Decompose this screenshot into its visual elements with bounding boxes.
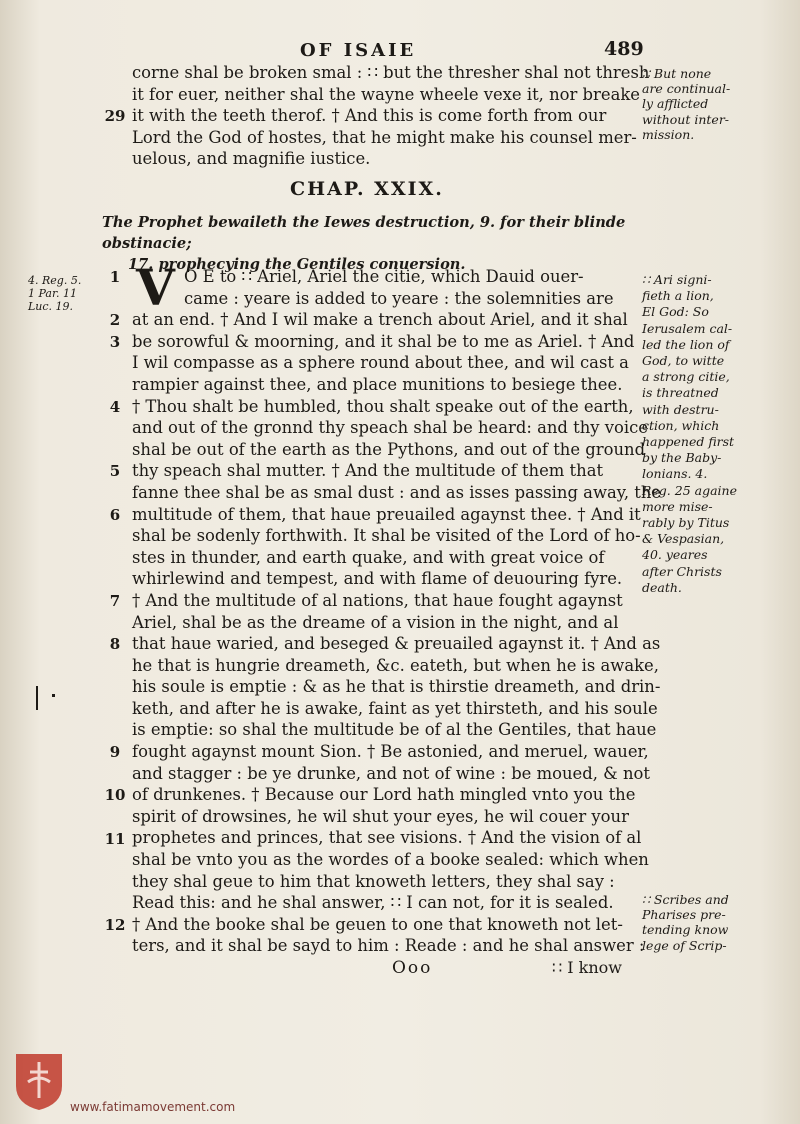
margin-note-line: El God: So (642, 304, 709, 320)
margin-note-line: fieth a lion, (642, 288, 714, 304)
text-line: ters, and it shal be sayd to him : Reade : and he shal answer : (132, 936, 645, 956)
page-number: 489 (604, 38, 644, 60)
margin-note-line: led the lion of (642, 336, 730, 352)
margin-note-line: tending know (642, 922, 729, 938)
running-title: OF ISAIE (300, 40, 417, 61)
margin-note-line: mission. (642, 126, 695, 142)
text-line: Read this: and he shal answer, ∷ I can not, for it is sealed. (132, 893, 614, 913)
ink-mark (36, 686, 38, 710)
margin-note-line: Ierusalem cal- (642, 320, 733, 336)
text-line: shal be sodenly forthwith. It shal be visited of the Lord of ho- (132, 526, 641, 546)
text-line: shal be out of the earth as the Pythons, and out of the ground (132, 439, 646, 459)
verse-number: 7 (109, 592, 121, 610)
text-line: and out of the gronnd thy speach shal be heard: and thy voice (132, 418, 648, 438)
margin-note-line: rably by Titus (642, 515, 730, 531)
text-line: came : yeare is added to yeare : the solemnities are (184, 288, 614, 308)
text-line: be sorowful & moorning, and it shal be to me as Ariel. † And (132, 331, 635, 351)
text-line: † And the multitude of al nations, that haue fought agaynst (132, 590, 623, 610)
text-line: uelous, and magnifie iustice. (132, 149, 371, 169)
text-line: whirlewind and tempest, and with flame of deuouring fyre. (132, 569, 623, 589)
margin-note-line: ∷ Ari signi- (642, 272, 712, 287)
text-line: his soule is emptie : & as he that is thirstie dreameth, and drin- (132, 677, 661, 697)
text-line: that haue waried, and beseged & preuailed agaynst it. † And as (132, 634, 661, 654)
verse-number: 4 (109, 397, 121, 416)
margin-note-ariel (642, 272, 754, 596)
text-line: multitude of them, that haue preuailed agaynst thee. † And it (132, 504, 641, 524)
text-line: † And the booke shal be geuen to one that knoweth not let- (132, 914, 623, 934)
text-line: at an end. † And I wil make a trench about Ariel, and it shal (132, 310, 628, 330)
margin-note-line: & Vespasian, (642, 531, 725, 547)
running-header (300, 38, 644, 61)
summary-line-2: 17. prophecying the Gentiles conuersion. (128, 256, 466, 273)
margin-note-line: ∷ But none (642, 66, 712, 81)
signature-mark: Ooo (392, 958, 433, 978)
margin-note-line: 4. Reg. 5. (28, 274, 82, 287)
verse-number: 10 (104, 786, 126, 805)
margin-note-line: a strong citie, (642, 369, 730, 385)
margin-note-line: are continual- (642, 81, 731, 97)
summary-line-1: The Prophet bewaileth the Iewes destruction, 9. for their blinde obstinacie; (102, 214, 626, 252)
margin-note-scribes (642, 892, 754, 953)
text-line: it with the teeth therof. † And this is come forth from our (132, 106, 607, 126)
margin-note-line: Pharises pre- (642, 907, 726, 923)
margin-note-line: 1 Par. 11 (28, 287, 78, 300)
margin-note-line: ly afflicted (642, 96, 709, 112)
verse-number: 6 (109, 505, 121, 524)
verse-number: 5 (109, 462, 121, 481)
chapter-heading: CHAP. XXIX. (290, 178, 444, 200)
text-line: rampier against thee, and place munitions to besiege thee. (132, 374, 623, 394)
text-line: thy speach shal mutter. † And the multitude of them that (132, 461, 604, 481)
margin-note-line: ∷ Scribes and (642, 892, 729, 907)
text-line: of drunkenes. † Because our Lord hath mingled vnto you the (132, 785, 636, 805)
verse-number: 2 (109, 311, 121, 330)
text-line: O E to ∷ Ariel, Ariel the citie, which Dauid ouer- (184, 267, 584, 286)
margin-note-line: after Christs (642, 563, 722, 579)
text-line: it for euer, neither shal the wayne wheele vexe it, nor breake (132, 84, 640, 104)
text-line: they shal geue to him that knoweth letters, they shal say : (132, 871, 615, 891)
margin-note-threshing (642, 66, 754, 142)
verse-number: 12 (104, 916, 126, 934)
verse-number: 3 (109, 332, 121, 351)
text-line: corne shal be broken smal : ∷ but the thresher shal not thresh (132, 63, 650, 82)
drop-capital: V (136, 258, 175, 317)
margin-note-line: by the Baby- (642, 450, 722, 466)
text-line: Lord the God of hostes, that he might make his counsel mer- (132, 127, 637, 147)
text-line: fanne thee shal be as smal dust : and as isses passing away, the (132, 482, 662, 502)
text-line: and stagger : be ye drunke, and not of wine : be moued, & not (132, 763, 650, 783)
text-line: I wil compasse as a sphere round about thee, and wil cast a (132, 353, 629, 373)
margin-note-line: happened first (642, 434, 735, 450)
ink-dot (52, 694, 55, 697)
fatima-movement-logo (14, 1052, 64, 1112)
margin-note-line: more mise- (642, 498, 713, 514)
margin-note-line: without inter- (642, 111, 730, 127)
text-line: spirit of drowsines, he wil shut your eyes, he wil couer your (132, 806, 629, 826)
margin-note-line: lege of Scrip- (642, 937, 727, 953)
text-line: stes in thunder, and earth quake, and with great voice of (132, 547, 605, 567)
margin-note-line: 40. yeares (642, 547, 708, 563)
text-line: he that is hungrie dreameth, &c. eateth, but when he is awake, (132, 655, 659, 675)
margin-note-line: lonians. 4. (642, 466, 708, 482)
margin-note-line: is threatned (642, 385, 719, 401)
verse-number: 1 (109, 268, 121, 286)
text-line: keth, and after he is awake, faint as yet thirsteth, and his soule (132, 698, 658, 718)
verse-number: 29 (104, 107, 126, 126)
website-credit: www.fatimamovement.com (70, 1100, 236, 1114)
text-line: is emptie: so shal the multitude be of al the Gentiles, that haue (132, 720, 657, 740)
margin-note-line: Luc. 19. (28, 300, 74, 313)
verse-number: 8 (109, 635, 121, 654)
text-line: † Thou shalt be humbled, thou shalt speake out of the earth, (132, 396, 634, 416)
text-line: Ariel, shal be as the dreame of a vision in the night, and al (132, 612, 619, 632)
catchword: ∷ I know (552, 958, 622, 977)
text-line: fought agaynst mount Sion. † Be astonied, and meruel, wauer, (132, 742, 649, 762)
margin-note-line: with destru- (642, 401, 719, 417)
text-line: shal be vnto you as the wordes of a booke sealed: which when (132, 850, 649, 870)
top-text-block (132, 62, 650, 170)
margin-note-line: death. (642, 579, 682, 595)
margin-note-line: God, to witte (642, 353, 725, 369)
margin-note-line: Reg. 25 againe (642, 482, 737, 498)
verse-number: 11 (104, 829, 126, 848)
text-line: prophetes and princes, that see visions. † And the vision of al (132, 828, 642, 848)
cross-references (28, 274, 98, 313)
margin-note-line: ction, which (642, 417, 720, 433)
verse-number: 9 (109, 743, 121, 762)
